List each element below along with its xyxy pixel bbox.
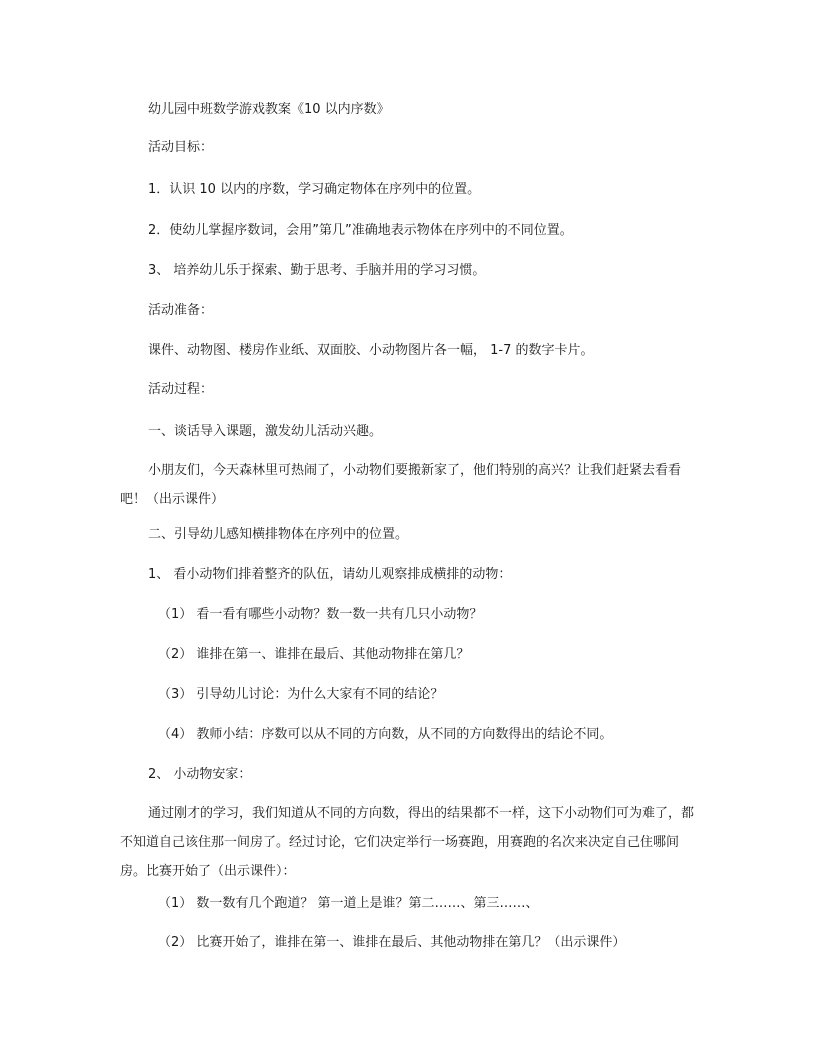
goal-item-1: 1．认识 10 以内的序数，学习确定物体在序列中的位置。 [148,182,481,197]
step-2-1-item-d: （4） 教师小结：序数可以从不同的方向数，从不同的方向数得出的结论不同。 [158,727,613,742]
prep-text: 课件、动物图、楼房作业纸、双面胶、小动物图片各一幅， 1-7 的数字卡片。 [148,343,594,358]
goal-item-2: 2．使幼儿掌握序数词，会用”第几”准确地表示物体在序列中的不同位置。 [148,223,573,238]
step-2-1-item-c: （3） 引导幼儿讨论：为什么大家有不同的结论？ [158,687,444,702]
step-2-2-paragraph: 通过刚才的学习，我们知道从不同的方向数，得出的结果都不一样，这下小动物们可为难了，都不知道自己该住那一间房了。经过讨论，它们决定举行一场赛跑，用赛跑的名次来决定自己住哪间房。比赛开始了（出示课件）： [120,806,695,879]
document-title: 幼儿园中班数学游戏教案《10 以内序数》 [148,102,390,117]
step-2-2-item-a: （1） 数一数有几个跑道？ 第一道上是谁？第二……、第三……、 [158,896,539,911]
step-2-1-heading: 1、 看小动物们排着整齐的队伍，请幼儿观察排成横排的动物： [148,567,512,582]
step-2-1-item-b: （2） 谁排在第一、谁排在最后、其他动物排在第几？ [158,647,470,662]
goals-heading: 活动目标： [148,140,214,155]
step-2-2-item-b: （2） 比赛开始了，谁排在第一、谁排在最后、其他动物排在第几？（出示课件） [158,935,626,950]
step-2-2-heading: 2、 小动物安家： [148,767,252,782]
step-1-paragraph: 小朋友们，今天森林里可热闹了，小动物们要搬新家了，他们特别的高兴？让我们赶紧去看看吧！（出示课件） [120,463,682,507]
goal-item-3: 3、 培养幼儿乐于探索、勤于思考、手脑并用的学习习惯。 [148,263,486,278]
step-1-heading: 一、谈话导入课题，激发幼儿活动兴趣。 [148,424,383,439]
step-2-heading: 二、引导幼儿感知横排物体在序列中的位置。 [148,527,409,542]
step-2-1-item-a: （1） 看一看有哪些小动物？数一数一共有几只小动物？ [158,607,483,622]
prep-heading: 活动准备： [148,303,214,318]
process-heading: 活动过程： [148,382,214,397]
